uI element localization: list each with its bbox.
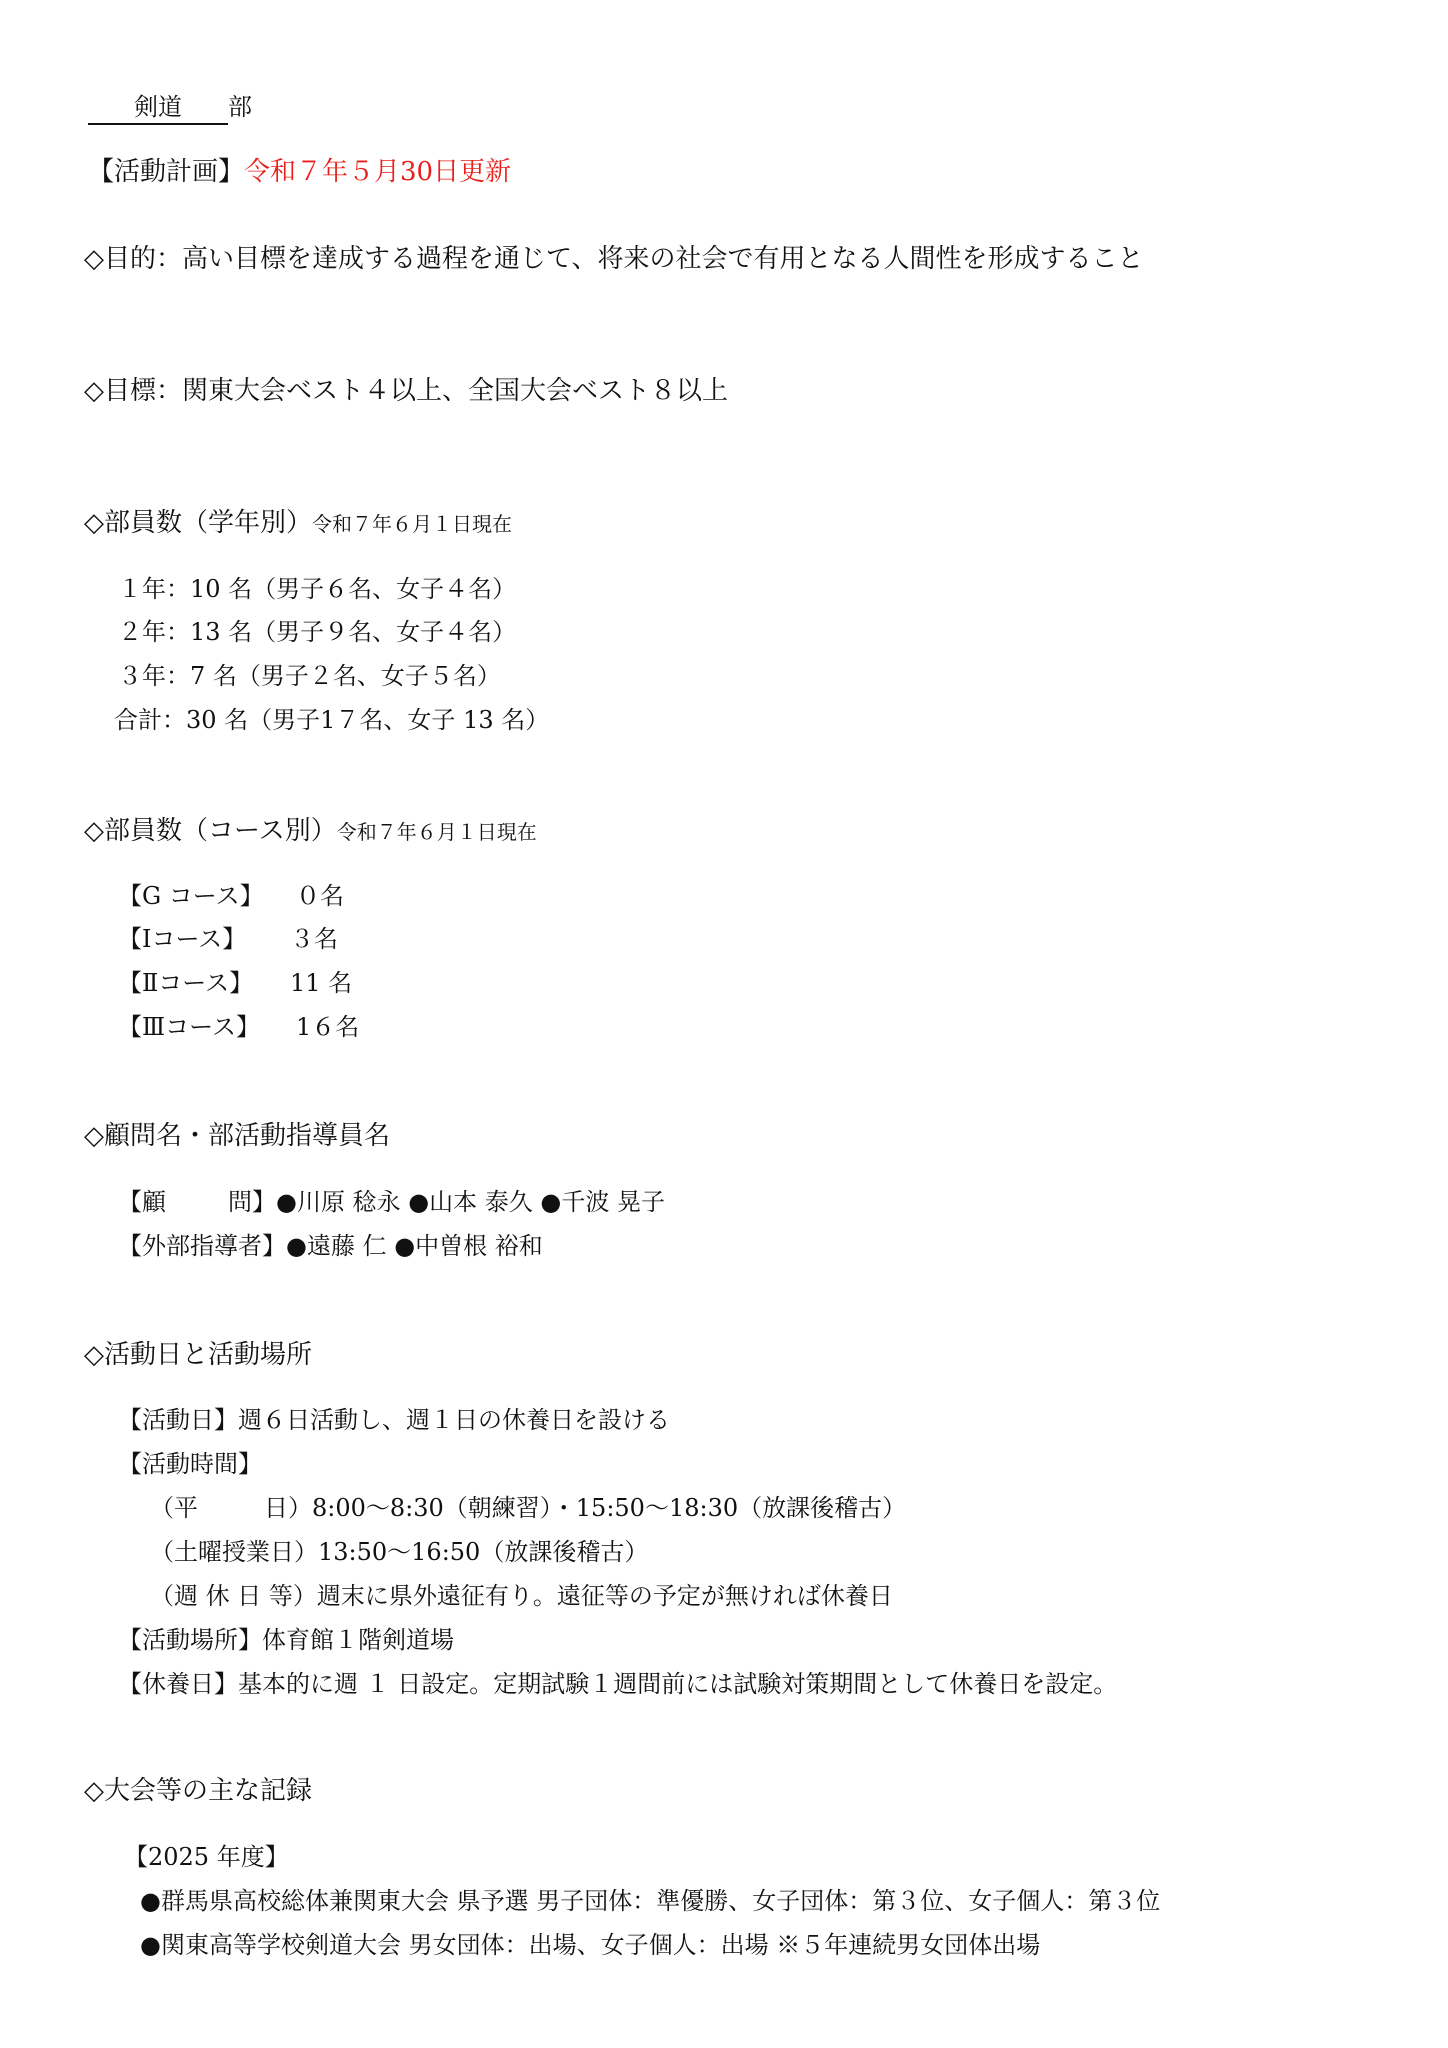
activity-rest-day: 【休養日】基本的に週 １ 日設定。定期試験１週間前には試験対策期間として休養日を設定。 — [118, 1670, 1118, 1698]
advisors-label-open: 【顧 — [118, 1188, 166, 1216]
activity-weekday-open: （平 — [150, 1494, 198, 1522]
staff-heading: ◇顧問名・部活動指導員名 — [84, 1121, 390, 1151]
activity-weekday — [150, 1494, 906, 1523]
course-g-count: ０名 — [296, 882, 344, 910]
activity-holiday: （週 休 日 等）週末に県外遠征有り。遠征等の予定が無ければ休養日 — [150, 1582, 893, 1610]
record-item-2: ●関東高等学校剣道大会 男女団体：出場、女子個人：出場 ※５年連続男女団体出場 — [140, 1931, 1041, 1959]
grade-row-3: ３年：7 名（男子２名、女子５名） — [118, 662, 501, 690]
external-coach-row — [118, 1232, 543, 1261]
course-row-2 — [118, 969, 352, 998]
course-1-count: ３名 — [290, 925, 338, 953]
members-course-title: ◇部員数（コース別） — [84, 816, 337, 846]
external-coach-names: ●遠藤 仁 ●中曽根 裕和 — [286, 1232, 543, 1260]
course-row-1 — [118, 925, 338, 954]
course-g-label: 【G コース】 — [118, 882, 264, 910]
advisors-label-close: 問】 — [228, 1188, 276, 1216]
goal-heading: ◇目標：関東大会ベスト４以上、全国大会ベスト８以上 — [84, 376, 728, 406]
records-year: 【2025 年度】 — [124, 1843, 289, 1871]
club-name-line — [88, 93, 252, 125]
activity-saturday: （土曜授業日）13:50～16:50（放課後稽古） — [150, 1538, 649, 1566]
plan-title — [88, 157, 511, 188]
record-item-1: ●群馬県高校総体兼関東大会 県予選 男子団体：準優勝、女子団体：第３位、女子個人：第３位 — [140, 1887, 1161, 1915]
activity-heading: ◇活動日と活動場所 — [84, 1340, 312, 1370]
course-2-count: 11 名 — [290, 969, 353, 997]
course-2-label: 【Ⅱコース】 — [118, 969, 254, 997]
activity-place: 【活動場所】体育館１階剣道場 — [118, 1626, 454, 1654]
club-name: 剣道 — [134, 93, 182, 121]
club-suffix: 部 — [228, 93, 252, 121]
members-course-as-of: 令和７年６月１日現在 — [336, 820, 537, 844]
records-heading: ◇大会等の主な記録 — [84, 1776, 312, 1806]
plan-updated-date: 令和７年５月30日更新 — [244, 157, 512, 187]
purpose-heading: ◇目的：高い目標を達成する過程を通じて、将来の社会で有用となる人間性を形成すること — [84, 244, 1144, 274]
members-grade-heading — [84, 508, 512, 539]
grade-row-2: ２年：13 名（男子９名、女子４名） — [118, 618, 517, 646]
club-name-underline — [88, 93, 228, 125]
course-1-label: 【Ⅰコース】 — [118, 925, 247, 953]
activity-hours-label: 【活動時間】 — [118, 1450, 262, 1478]
plan-title-label: 【活動計画】 — [88, 157, 245, 187]
course-row-g — [118, 882, 344, 911]
members-course-heading — [84, 816, 537, 847]
activity-days: 【活動日】週６日活動し、週１日の休養日を設ける — [118, 1406, 670, 1434]
external-coach-label: 【外部指導者】 — [118, 1232, 286, 1260]
advisors-row — [118, 1188, 665, 1217]
members-grade-title: ◇部員数（学年別） — [84, 508, 312, 538]
course-row-3 — [118, 1013, 359, 1042]
course-3-label: 【Ⅲコース】 — [118, 1013, 260, 1041]
activity-weekday-close: 日）8:00～8:30（朝練習）・15:50～18:30（放課後稽古） — [264, 1494, 907, 1522]
grade-row-total: 合計：30 名（男子1７名、女子 13 名） — [114, 706, 550, 734]
grade-row-1: １年：10 名（男子６名、女子４名） — [118, 575, 517, 603]
advisors-names: ●川原 稔永 ●山本 泰久 ●千波 晃子 — [276, 1188, 665, 1216]
members-grade-as-of: 令和７年６月１日現在 — [312, 512, 512, 536]
course-3-count: 1６名 — [296, 1013, 360, 1041]
